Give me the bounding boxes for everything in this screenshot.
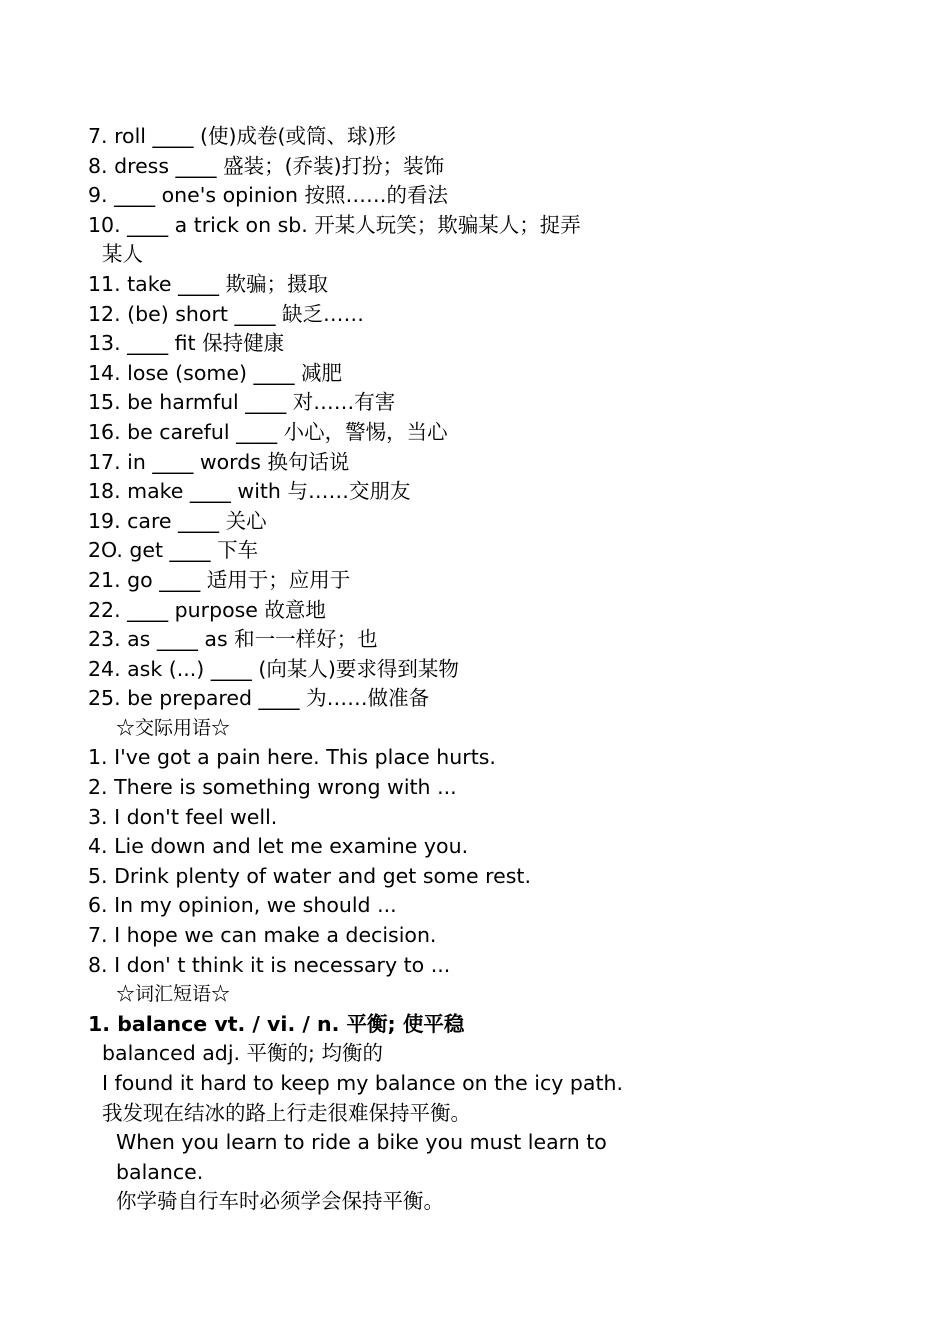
expression-line: 2. There is something wrong with ... <box>88 775 457 800</box>
phrase-line: 14. lose (some) ____ 减肥 <box>88 360 342 385</box>
expression-line: 1. I've got a pain here. This place hurts. <box>88 745 496 770</box>
document-body <box>88 122 668 1217</box>
phrase-line: 24. ask (...) ____ (向某人)要求得到某物 <box>88 656 459 681</box>
vocab-example-chinese: 我发现在结冰的路上行走很难保持平衡。 <box>102 1100 471 1125</box>
expression-line: 5. Drink plenty of water and get some rest. <box>88 863 531 888</box>
expression-line: 6. In my opinion, we should ... <box>88 893 397 918</box>
phrase-line: 18. make ____ with 与……交朋友 <box>88 479 411 504</box>
phrase-line-continuation: 某人 <box>102 242 143 267</box>
phrase-line: 15. be harmful ____ 对……有害 <box>88 390 396 415</box>
vocab-derived-form: balanced adj. 平衡的; 均衡的 <box>102 1041 383 1066</box>
expression-line: 7. I hope we can make a decision. <box>88 923 437 948</box>
expression-line: 3. I don't feel well. <box>88 804 278 829</box>
vocab-example-english-continuation: balance. <box>116 1159 204 1184</box>
expression-line: 8. I don' t think it is necessary to ... <box>88 952 451 977</box>
phrase-line: 11. take ____ 欺骗；摄取 <box>88 271 329 296</box>
phrase-line: 8. dress ____ 盛装；(乔装)打扮；装饰 <box>88 153 445 178</box>
vocab-example-english: I found it hard to keep my balance on the icy path. <box>102 1071 624 1095</box>
phrase-line: 2O. get ____ 下车 <box>88 538 259 563</box>
phrase-line: 17. in ____ words 换句话说 <box>88 449 350 474</box>
vocab-example-chinese: 你学骑自行车时必须学会保持平衡。 <box>116 1189 444 1214</box>
phrase-line: 25. be prepared ____ 为……做准备 <box>88 686 430 711</box>
phrase-line: 19. care ____ 关心 <box>88 508 267 533</box>
phrase-line: 21. go ____ 适用于；应用于 <box>88 567 351 592</box>
phrase-line: 23. as ____ as 和一一样好；也 <box>88 627 378 652</box>
expression-line: 4. Lie down and let me examine you. <box>88 834 469 859</box>
phrase-line: 12. (be) short ____ 缺乏…… <box>88 301 364 326</box>
phrase-line: 9. ____ one's opinion 按照……的看法 <box>88 183 449 208</box>
phrase-line: 10. ____ a trick on sb. 开某人玩笑；欺骗某人；捉弄 <box>88 212 581 237</box>
vocab-entry-heading: 1. balance vt. / vi. / n. 平衡; 使平稳 <box>88 1011 465 1036</box>
vocab-example-english: When you learn to ride a bike you must learn to <box>116 1130 607 1155</box>
phrase-line: 22. ____ purpose 故意地 <box>88 597 326 622</box>
phrase-line: 16. be careful ____ 小心，警惕，当心 <box>88 419 448 444</box>
section-heading-expressions: ☆交际用语☆ <box>116 716 231 739</box>
section-heading-vocabulary: ☆词汇短语☆ <box>116 983 231 1006</box>
phrase-line: 13. ____ fit 保持健康 <box>88 331 285 356</box>
phrase-line: 7. roll ____ (使)成卷(或筒、球)形 <box>88 124 397 148</box>
